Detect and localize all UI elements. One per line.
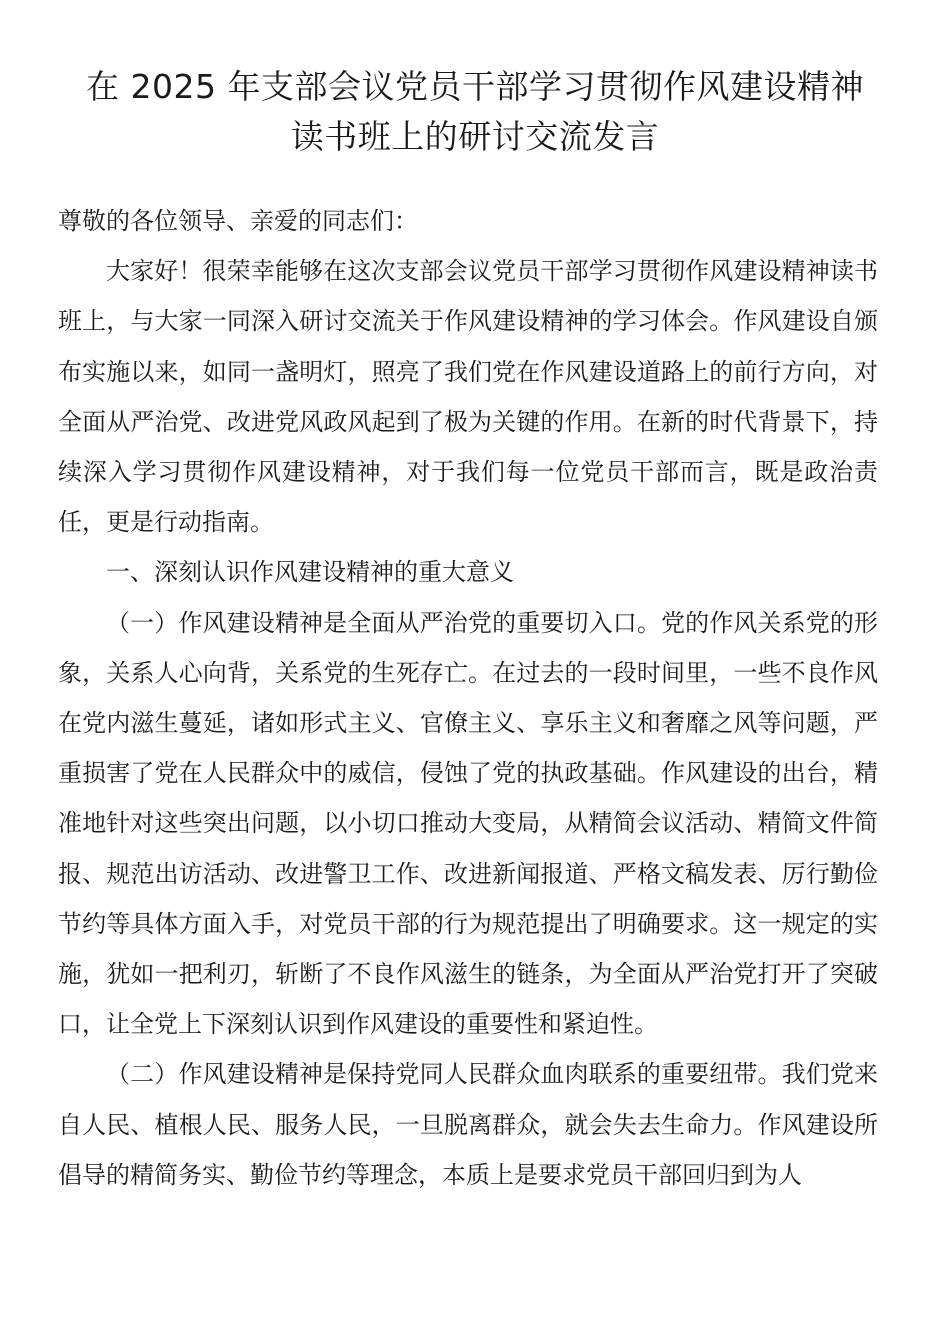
paragraph-subsection-1: （一）作风建设精神是全面从严治党的重要切入口。党的作风关系党的形象，关系人心向背，关系党的生死存亡。在过去的一段时间里，一些不良作风在党内滋生蔓延，诸如形式主义、官僚主义、享乐主义和奢靡之风等问题，严重损害了党在人民群众中的威信，侵蚀了党的执政基础。作风建设的出台，精准地针对这些突出问题，以小切口推动大变局，从精简会议活动、精简文件简报、规范出访活动、改进警卫工作、改进新闻报道、严格文稿发表、厉行勤俭节约等具体方面入手，对党员干部的行为规范提出了明确要求。这一规定的实施，犹如一把利刃，斩断了不良作风滋生的链条，为全面从严治党打开了突破口，让全党上下深刻认识到作风建设的重要性和紧迫性。: [58, 608, 878, 1039]
paragraph-greeting: 大家好！很荣幸能够在这次支部会议党员干部学习贯彻作风建设精神读书班上，与大家一同深入研讨交流关于作风建设精神的学习体会。作风建设自颁布实施以来，如同一盏明灯，照亮了我们党在作风建设道路上的前行方向，对全面从严治党、改进党风政风起到了极为关键的作用。在新的时代背景下，持续深入学习贯彻作风建设精神，对于我们每一位党员干部而言，既是政治责任，更是行动指南。: [58, 257, 878, 537]
title-line-2: 读书班上的研讨交流发言: [290, 117, 660, 156]
salutation: 尊敬的各位领导、亲爱的同志们：: [58, 207, 418, 235]
document-body: [58, 196, 878, 1200]
document-title: [58, 62, 878, 162]
paragraph-subsection-2: （二）作风建设精神是保持党同人民群众血肉联系的重要纽带。我们党来自人民、植根人民、服务人民，一旦脱离群众，就会失去生命力。作风建设所倡导的精简务实、勤俭节约等理念，本质上是要求党员干部回归到为人: [58, 1060, 878, 1189]
section-heading-1: 一、深刻认识作风建设精神的重大意义: [106, 558, 514, 587]
title-line-1: 在 2025 年支部会议党员干部学习贯彻作风建设精神: [86, 67, 864, 106]
